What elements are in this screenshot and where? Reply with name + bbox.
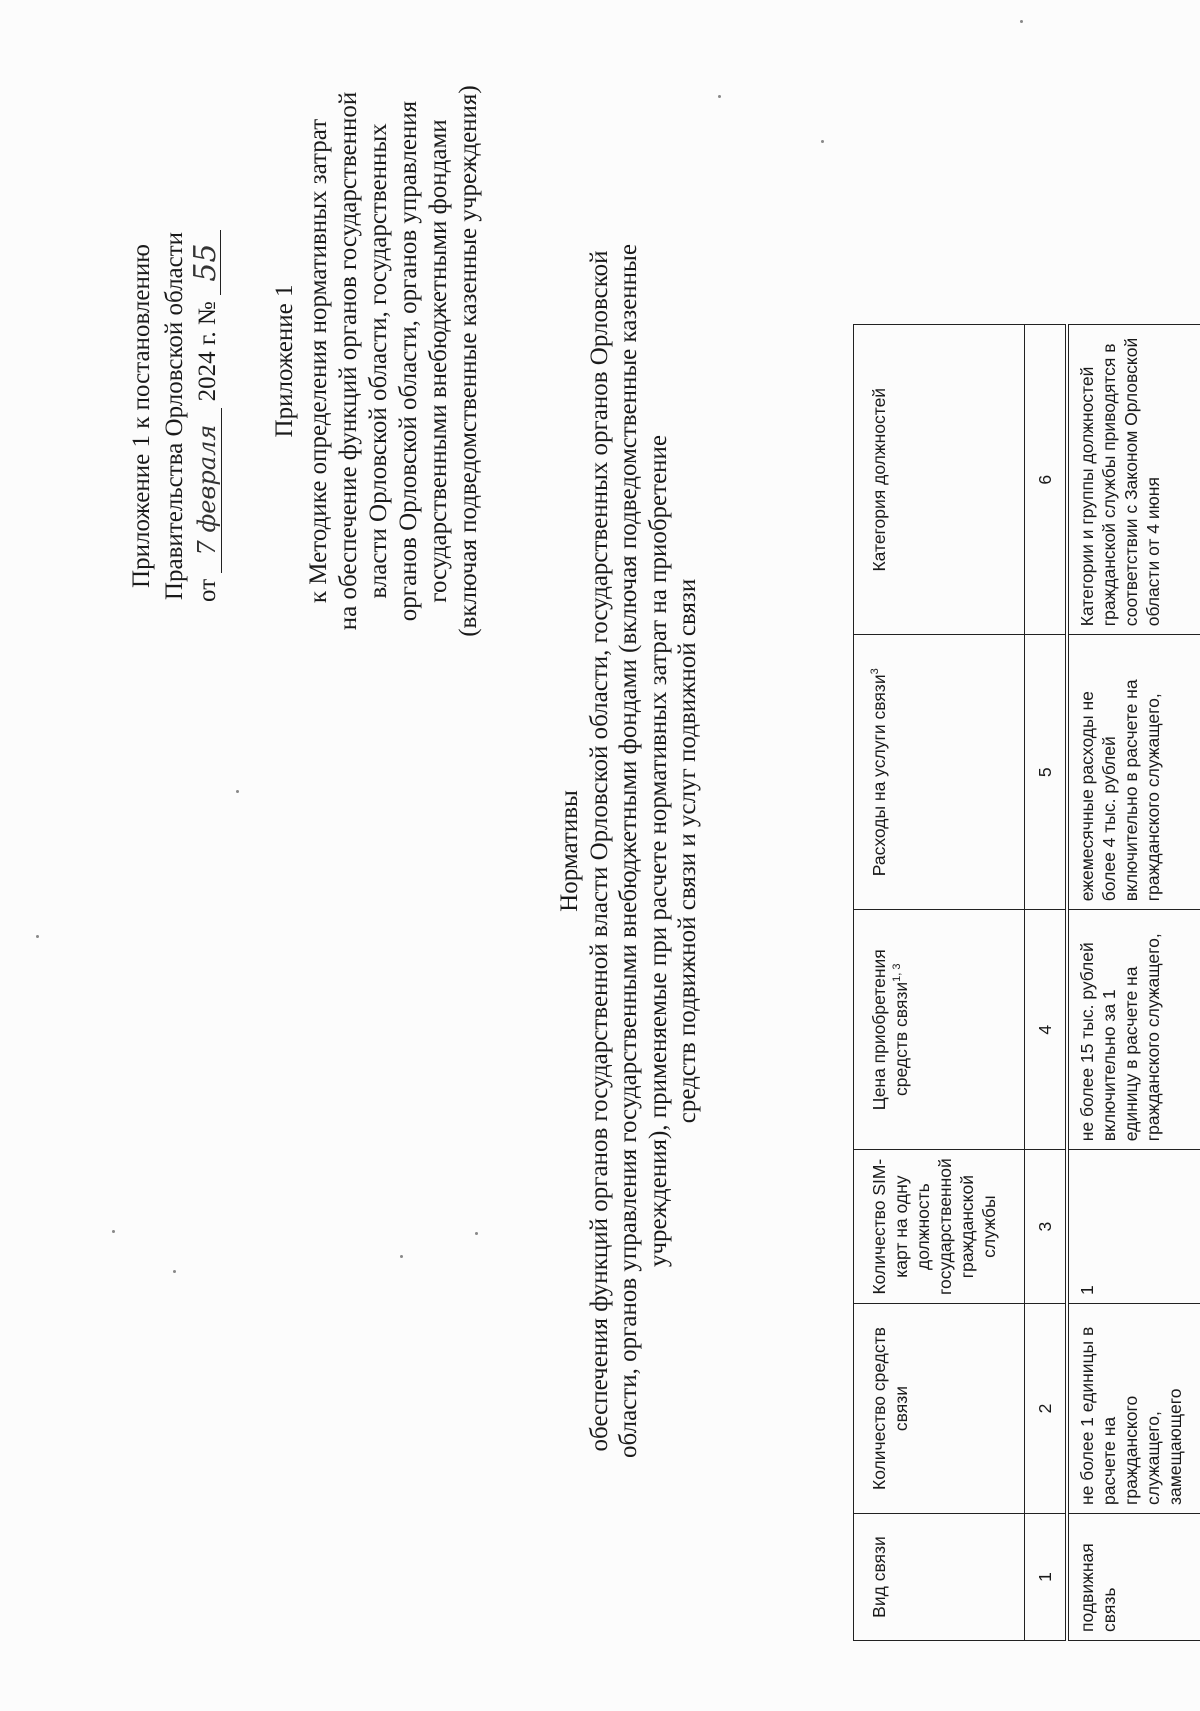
scan-speck bbox=[718, 95, 721, 98]
column-number: 2 bbox=[1025, 1304, 1068, 1514]
norms-table bbox=[853, 324, 1200, 1641]
column-number: 4 bbox=[1025, 910, 1068, 1150]
appendix-date-line bbox=[188, 116, 224, 716]
header-cell: Вид связи bbox=[854, 1514, 1025, 1641]
header-cell bbox=[854, 910, 1025, 1150]
scan-speck bbox=[236, 790, 239, 793]
document-title bbox=[555, 121, 703, 1581]
table-number-row bbox=[1025, 325, 1068, 1641]
title-heading: Нормативы bbox=[556, 790, 583, 912]
header-cell bbox=[854, 635, 1025, 910]
cell-device-price: не более 15 тыс. рублей включительно за 1 единицу в расчете на гражданского служащего, bbox=[1067, 910, 1200, 1150]
appendix-line-2: Правительства Орловской области bbox=[161, 231, 188, 601]
scan-speck bbox=[36, 935, 39, 938]
footnote-ref: 3 bbox=[869, 668, 882, 675]
method-line: Приложение 1 bbox=[271, 284, 298, 438]
scan-speck bbox=[1020, 20, 1023, 23]
header-cell: Категория должностей bbox=[854, 325, 1025, 635]
column-number: 6 bbox=[1025, 325, 1068, 635]
method-line: власти Орловской области, государственных bbox=[365, 123, 392, 599]
header-text: Расходы на услуги связи bbox=[869, 674, 889, 877]
footnote-ref: 1, 3 bbox=[891, 963, 904, 982]
scan-speck bbox=[475, 1232, 478, 1235]
appendix-header bbox=[125, 116, 224, 716]
method-line: на обеспечение функций органов государственной bbox=[335, 91, 362, 631]
method-line: государственными внебюджетными фондами bbox=[425, 119, 452, 603]
title-line: средств подвижной связи и услуг подвижной связи bbox=[674, 578, 701, 1124]
table-row bbox=[1067, 325, 1200, 1641]
scan-speck bbox=[112, 1230, 115, 1233]
methodology-reference bbox=[270, 11, 484, 711]
title-line: области, органов управления государственными внебюджетными фондами (включая подведомственные казенные bbox=[615, 244, 642, 1458]
cell-service-cost: ежемесячные расходы не более 4 тыс. рублей включительно в расчете на гражданского служащего, bbox=[1067, 635, 1200, 910]
column-number: 1 bbox=[1025, 1514, 1068, 1641]
cell-sim-count: 1 bbox=[1067, 1150, 1200, 1304]
handwritten-date: 7 февраля bbox=[193, 408, 222, 573]
column-number: 5 bbox=[1025, 635, 1068, 910]
method-line: органов Орловской области, органов управления bbox=[395, 100, 422, 622]
header-cell: Количество SIM-карт на одну должность государственной гражданской службы bbox=[854, 1150, 1025, 1304]
appendix-line-1: Приложение 1 к постановлению bbox=[128, 244, 155, 588]
method-line: к Методике определения нормативных затрат bbox=[305, 118, 332, 604]
header-text: Цена приобретения средств связи bbox=[869, 949, 911, 1111]
cell-connection-type: подвижная связь bbox=[1067, 1514, 1200, 1641]
scan-speck bbox=[173, 1270, 176, 1273]
scan-speck bbox=[821, 140, 824, 143]
year-text: 2024 г. № bbox=[194, 301, 221, 402]
column-number: 3 bbox=[1025, 1150, 1068, 1304]
header-cell: Количество средств связи bbox=[854, 1304, 1025, 1514]
title-line: обеспечения функций органов государственной власти Орловской области, государственных органов Орловской bbox=[585, 250, 613, 1452]
method-line: (включая подведомственные казенные учреждения) bbox=[455, 85, 482, 637]
cell-position-category: Категории и группы должностей гражданской службы приводятся в соответствии с Законом Орловской области от 4 июня bbox=[1067, 325, 1200, 635]
from-prefix: от bbox=[194, 578, 221, 602]
cell-device-count: не более 1 единицы в расчете на гражданского служащего, замещающего bbox=[1067, 1304, 1200, 1514]
handwritten-number: 55 bbox=[192, 230, 221, 295]
table-header-row bbox=[854, 325, 1025, 1641]
title-line: учреждения), применяемые при расчете нормативных затрат на приобретение bbox=[644, 434, 672, 1268]
scan-speck bbox=[400, 1255, 403, 1258]
